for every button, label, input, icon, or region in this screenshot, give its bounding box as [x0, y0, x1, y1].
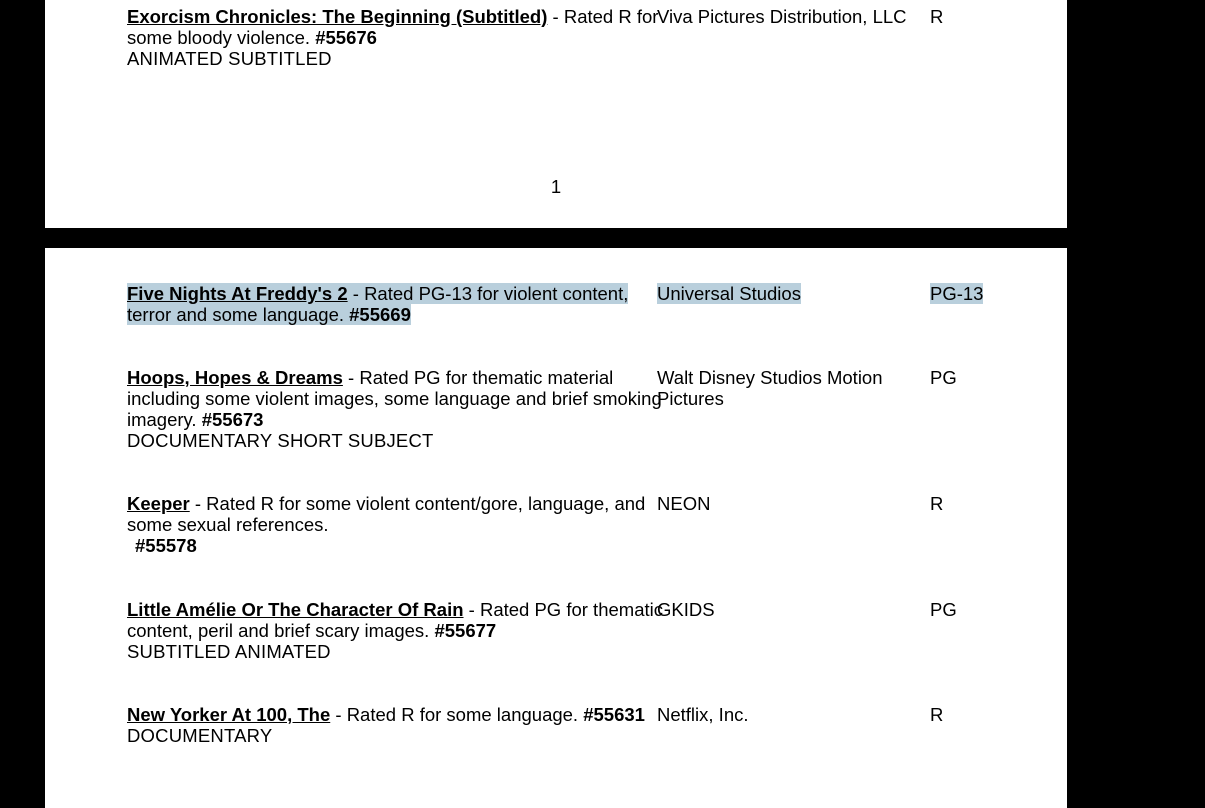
- film-description: - Rated R for some language.: [330, 704, 584, 725]
- film-id: #55673: [201, 409, 264, 430]
- film-rating: PG: [930, 367, 957, 388]
- film-id: #55631: [583, 704, 645, 725]
- film-title: Hoops, Hopes & Dreams: [127, 367, 343, 388]
- film-description: - Rated PG for thematic material including some violent images, some language and brief smoking imagery.: [127, 367, 662, 430]
- film-title: Exorcism Chronicles: The Beginning (Subtitled): [127, 6, 548, 27]
- film-rating: [930, 283, 1040, 304]
- film-description: - Rated PG-13 for violent content, terror and some language.: [127, 283, 629, 325]
- film-title-cell: [127, 367, 672, 451]
- film-tags: SUBTITLED ANIMATED: [127, 641, 331, 662]
- film-studio: [657, 283, 927, 304]
- film-rating: R: [930, 6, 944, 27]
- film-rating: R: [930, 704, 944, 725]
- film-description: - Rated PG for thematic content, peril and brief scary images.: [127, 599, 663, 641]
- film-title-cell: [127, 493, 672, 556]
- film-studio: Walt Disney Studios Motion Pictures: [657, 367, 883, 409]
- film-title-cell: [127, 599, 672, 662]
- film-description: - Rated R for some bloody violence.: [127, 6, 659, 48]
- film-title: New Yorker At 100, The: [127, 704, 331, 725]
- film-studio-text: Universal Studios: [657, 283, 801, 304]
- document-page-2: [45, 248, 1067, 808]
- film-title: Five Nights At Freddy's 2: [127, 283, 348, 304]
- film-tags: DOCUMENTARY SHORT SUBJECT: [127, 430, 434, 451]
- film-rating: R: [930, 493, 944, 514]
- film-title-cell: [127, 6, 672, 69]
- film-id: #55677: [434, 620, 497, 641]
- film-id: #55676: [315, 27, 377, 48]
- film-rating-text: PG-13: [930, 283, 984, 304]
- document-page-1: [45, 0, 1067, 228]
- film-title-cell: [127, 283, 672, 325]
- film-title: Keeper: [127, 493, 190, 514]
- film-studio: Netflix, Inc.: [657, 704, 749, 725]
- film-id: #55578: [135, 535, 197, 556]
- film-studio: Viva Pictures Distribution, LLC: [657, 6, 907, 27]
- film-description: - Rated R for some violent content/gore, language, and some sexual references.: [127, 493, 646, 535]
- film-studio: NEON: [657, 493, 711, 514]
- page-number: 1: [550, 176, 562, 197]
- film-id: #55669: [349, 304, 411, 325]
- film-tags: ANIMATED SUBTITLED: [127, 48, 332, 69]
- film-tags: DOCUMENTARY: [127, 725, 273, 746]
- film-title: Little Amélie Or The Character Of Rain: [127, 599, 464, 620]
- film-title-cell: [127, 704, 672, 746]
- film-rating: PG: [930, 599, 957, 620]
- film-studio: GKIDS: [657, 599, 715, 620]
